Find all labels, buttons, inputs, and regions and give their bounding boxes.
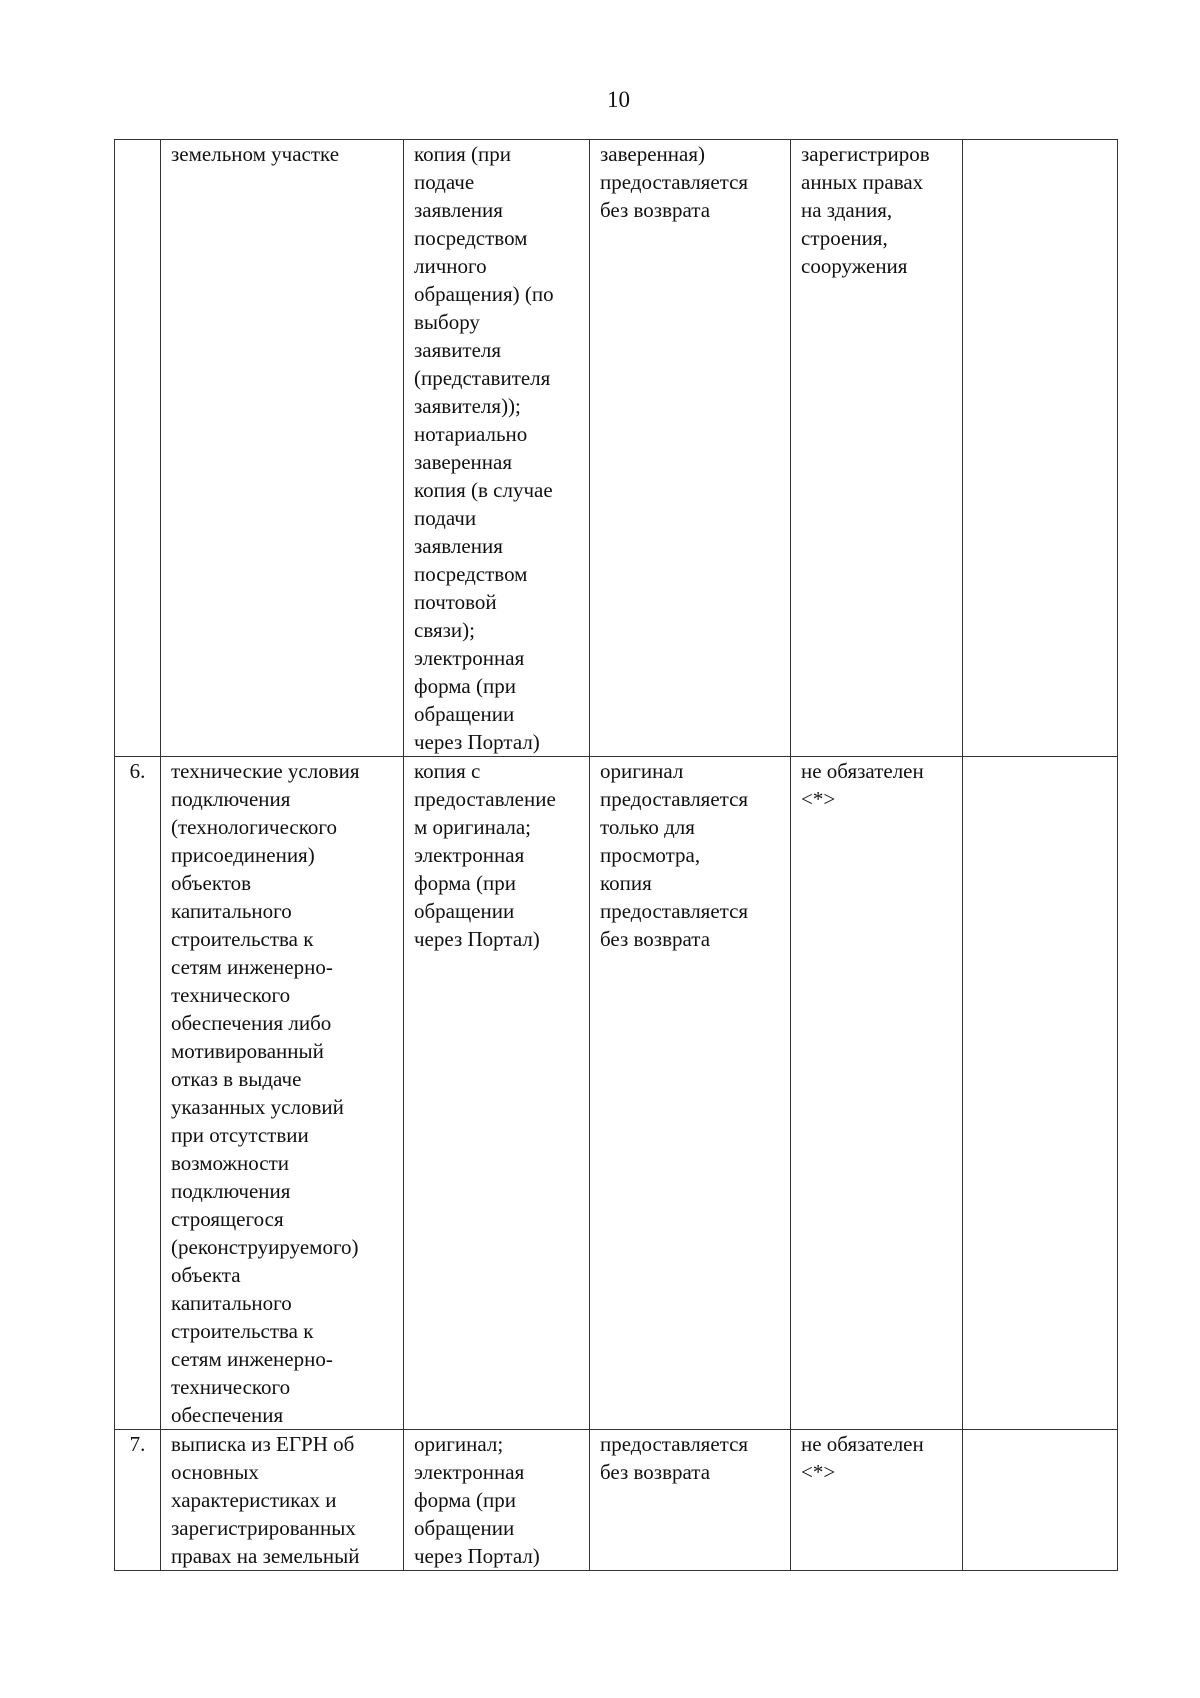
page-number: 10 bbox=[607, 87, 630, 112]
document-form: оригинал; электронная форма (при обращении через Портал) bbox=[414, 1432, 540, 1568]
requirement: не обязателен <*> bbox=[801, 759, 924, 811]
document-name: выписка из ЕГРН об основных характеристиках и зарегистрированных правах на земельный bbox=[171, 1432, 360, 1568]
submission-condition: заверенная) предоставляется без возврата bbox=[600, 142, 749, 222]
table-row bbox=[115, 140, 1118, 757]
note-cell bbox=[963, 757, 1118, 1430]
row-number: 7. bbox=[129, 1432, 146, 1456]
documents-table bbox=[114, 139, 1118, 1571]
requirement: зарегистриров анных правах на здания, строения, сооружения bbox=[801, 142, 930, 278]
document-name: технические условия подключения (технологического присоединения) объектов капитального строительства к сетям инженерно- технического обеспечения либо мотивированный отказ в выдаче указанных условий при отсутствии возможности подключения строящегося (реконструируемого) объекта капитального строительства к сетям инженерно- технического обеспечения bbox=[171, 759, 360, 1427]
document-name-cell bbox=[161, 140, 404, 757]
document-name: земельном участке bbox=[171, 142, 340, 166]
document-form: копия (при подаче заявления посредством личного обращения) (по выбору заявителя (представителя заявителя)); нотариально заверенная копия (в случае подачи заявления посредством почтовой связи); электронная форма (при обращении через Портал) bbox=[414, 142, 554, 754]
row-number-cell bbox=[115, 757, 161, 1430]
document-name-cell bbox=[161, 757, 404, 1430]
requirement: не обязателен <*> bbox=[801, 1432, 924, 1484]
requirement-cell bbox=[791, 757, 963, 1430]
submission-condition-cell bbox=[590, 1430, 791, 1571]
document-name-cell bbox=[161, 1430, 404, 1571]
row-number-cell bbox=[115, 1430, 161, 1571]
submission-condition-cell bbox=[590, 757, 791, 1430]
document-form-cell bbox=[404, 757, 590, 1430]
note-cell bbox=[963, 140, 1118, 757]
requirement-cell bbox=[791, 140, 963, 757]
document-form-cell bbox=[404, 140, 590, 757]
document-form: копия с предоставление м оригинала; электронная форма (при обращении через Портал) bbox=[414, 759, 556, 951]
note-cell bbox=[963, 1430, 1118, 1571]
submission-condition: оригинал предоставляется только для просмотра, копия предоставляется без возврата bbox=[600, 759, 749, 951]
table-row bbox=[115, 757, 1118, 1430]
table-row bbox=[115, 1430, 1118, 1571]
submission-condition-cell bbox=[590, 140, 791, 757]
document-form-cell bbox=[404, 1430, 590, 1571]
submission-condition: предоставляется без возврата bbox=[600, 1432, 749, 1484]
row-number: 6. bbox=[129, 759, 146, 783]
row-number-cell bbox=[115, 140, 161, 757]
requirement-cell bbox=[791, 1430, 963, 1571]
